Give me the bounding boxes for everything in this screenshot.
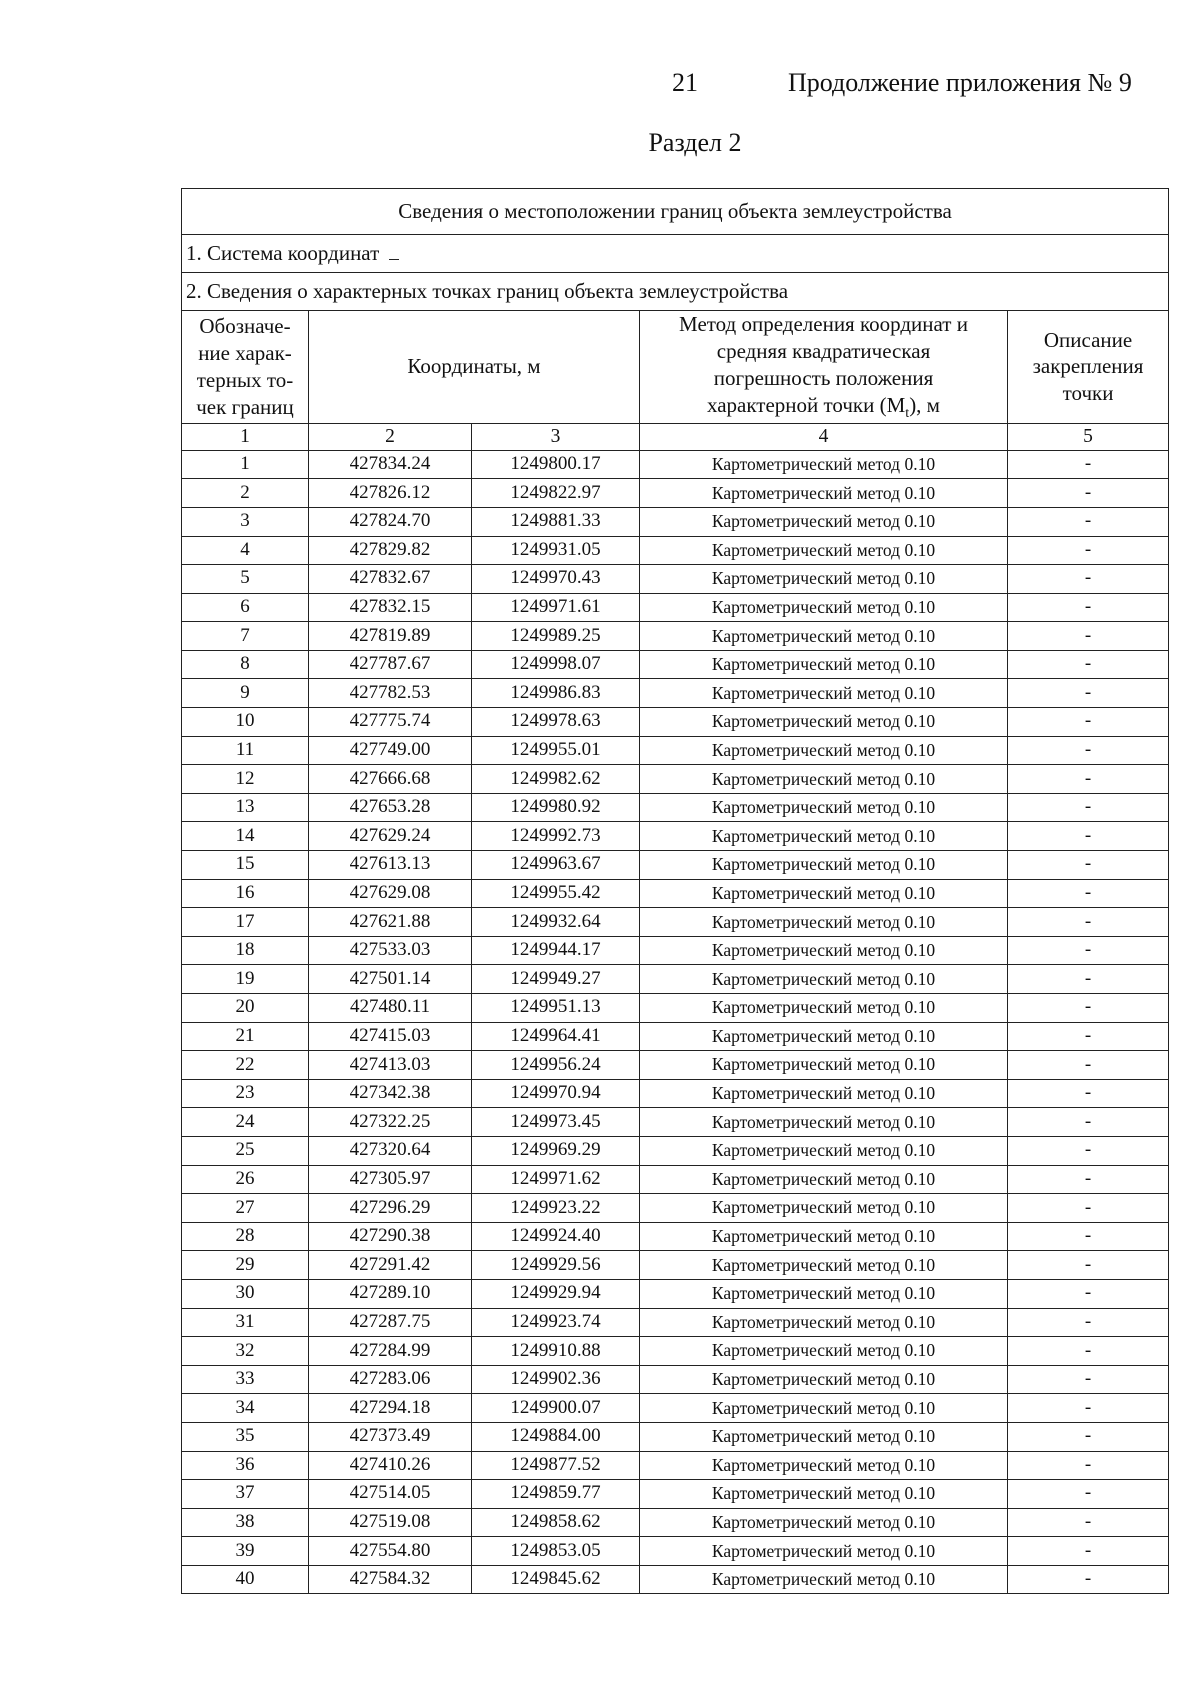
method-cell: Картометрический метод 0.10 — [640, 565, 1008, 594]
table-row — [182, 1451, 1169, 1480]
method-cell: Картометрический метод 0.10 — [640, 765, 1008, 794]
table-row — [182, 1079, 1169, 1108]
y-coord-cell: 1249963.67 — [472, 851, 640, 880]
description-cell: - — [1008, 679, 1169, 708]
x-coord-cell: 427621.88 — [309, 908, 472, 937]
point-id-cell: 12 — [182, 765, 309, 794]
table-row — [182, 851, 1169, 880]
y-coord-cell: 1249971.62 — [472, 1165, 640, 1194]
method-cell: Картометрический метод 0.10 — [640, 479, 1008, 508]
method-cell: Картометрический метод 0.10 — [640, 536, 1008, 565]
y-coord-cell: 1249881.33 — [472, 507, 640, 536]
point-id-cell: 25 — [182, 1136, 309, 1165]
point-id-cell: 2 — [182, 479, 309, 508]
method-cell: Картометрический метод 0.10 — [640, 650, 1008, 679]
point-id-cell: 22 — [182, 1051, 309, 1080]
x-coord-cell: 427554.80 — [309, 1537, 472, 1566]
x-coord-cell: 427322.25 — [309, 1108, 472, 1137]
description-cell: - — [1008, 1251, 1169, 1280]
description-cell: - — [1008, 851, 1169, 880]
method-cell: Картометрический метод 0.10 — [640, 1308, 1008, 1337]
coord-system-label: 1. Система координат — [186, 240, 380, 265]
table-row — [182, 1308, 1169, 1337]
point-id-cell: 14 — [182, 822, 309, 851]
method-cell: Картометрический метод 0.10 — [640, 1337, 1008, 1366]
description-cell: - — [1008, 1136, 1169, 1165]
table-row — [182, 994, 1169, 1023]
description-cell: - — [1008, 1165, 1169, 1194]
table-row — [182, 507, 1169, 536]
y-coord-cell: 1249931.05 — [472, 536, 640, 565]
description-cell: - — [1008, 1451, 1169, 1480]
y-coord-cell: 1249902.36 — [472, 1365, 640, 1394]
point-id-cell: 8 — [182, 650, 309, 679]
point-id-cell: 24 — [182, 1108, 309, 1137]
appendix-label: Продолжение приложения № 9 — [788, 68, 1132, 97]
method-cell: Картометрический метод 0.10 — [640, 593, 1008, 622]
point-id-cell: 19 — [182, 965, 309, 994]
col-header-method: Метод определения координат и средняя квадратическая погрешность положения характерной точки $(M_t)$, м — [640, 311, 1008, 424]
x-coord-cell: 427291.42 — [309, 1251, 472, 1280]
y-coord-cell: 1249998.07 — [472, 650, 640, 679]
description-cell: - — [1008, 565, 1169, 594]
description-cell: - — [1008, 822, 1169, 851]
col-number: 3 — [472, 423, 640, 450]
coord-system-row — [182, 235, 1169, 273]
description-cell: - — [1008, 994, 1169, 1023]
y-coord-cell: 1249923.74 — [472, 1308, 640, 1337]
table-row — [182, 450, 1169, 479]
description-cell: - — [1008, 1222, 1169, 1251]
point-id-cell: 13 — [182, 793, 309, 822]
x-coord-cell: 427413.03 — [309, 1051, 472, 1080]
method-cell: Картометрический метод 0.10 — [640, 1365, 1008, 1394]
point-id-cell: 9 — [182, 679, 309, 708]
table-row — [182, 565, 1169, 594]
method-cell: Картометрический метод 0.10 — [640, 1537, 1008, 1566]
table-row — [182, 1108, 1169, 1137]
point-id-cell: 40 — [182, 1565, 309, 1594]
y-coord-cell: 1249971.61 — [472, 593, 640, 622]
col-number: 5 — [1008, 423, 1169, 450]
x-coord-cell: 427289.10 — [309, 1279, 472, 1308]
table-title: Сведения о местоположении границ объекта землеустройства — [182, 189, 1169, 235]
point-id-cell: 10 — [182, 708, 309, 737]
y-coord-cell: 1249910.88 — [472, 1337, 640, 1366]
x-coord-cell: 427501.14 — [309, 965, 472, 994]
y-coord-cell: 1249924.40 — [472, 1222, 640, 1251]
description-cell: - — [1008, 1279, 1169, 1308]
table-row — [182, 679, 1169, 708]
table-row — [182, 1508, 1169, 1537]
point-id-cell: 23 — [182, 1079, 309, 1108]
point-id-cell: 30 — [182, 1279, 309, 1308]
point-id-cell: 3 — [182, 507, 309, 536]
col-number: 1 — [182, 423, 309, 450]
point-id-cell: 28 — [182, 1222, 309, 1251]
y-coord-cell: 1249929.94 — [472, 1279, 640, 1308]
description-cell: - — [1008, 793, 1169, 822]
table-row — [182, 765, 1169, 794]
y-coord-cell: 1249970.94 — [472, 1079, 640, 1108]
y-coord-cell: 1249980.92 — [472, 793, 640, 822]
description-cell: - — [1008, 479, 1169, 508]
description-cell: - — [1008, 1337, 1169, 1366]
x-coord-cell: 427666.68 — [309, 765, 472, 794]
boundary-table — [181, 188, 1168, 1594]
description-cell: - — [1008, 1394, 1169, 1423]
description-cell: - — [1008, 507, 1169, 536]
y-coord-cell: 1249951.13 — [472, 994, 640, 1023]
method-cell: Картометрический метод 0.10 — [640, 1051, 1008, 1080]
table-row — [182, 1136, 1169, 1165]
table-row — [182, 1022, 1169, 1051]
point-id-cell: 27 — [182, 1194, 309, 1223]
description-cell: - — [1008, 936, 1169, 965]
x-coord-cell: 427829.82 — [309, 536, 472, 565]
y-coord-cell: 1249978.63 — [472, 708, 640, 737]
description-cell: - — [1008, 908, 1169, 937]
x-coord-cell: 427824.70 — [309, 507, 472, 536]
point-id-cell: 5 — [182, 565, 309, 594]
method-cell: Картометрический метод 0.10 — [640, 936, 1008, 965]
description-cell: - — [1008, 1422, 1169, 1451]
points-caption: 2. Сведения о характерных точках границ объекта землеустройства — [182, 273, 1169, 311]
method-cell: Картометрический метод 0.10 — [640, 908, 1008, 937]
method-cell: Картометрический метод 0.10 — [640, 1194, 1008, 1223]
y-coord-cell: 1249877.52 — [472, 1451, 640, 1480]
point-id-cell: 39 — [182, 1537, 309, 1566]
table-row — [182, 593, 1169, 622]
table-row — [182, 1537, 1169, 1566]
x-coord-cell: 427296.29 — [309, 1194, 472, 1223]
point-id-cell: 20 — [182, 994, 309, 1023]
x-coord-cell: 427305.97 — [309, 1165, 472, 1194]
y-coord-cell: 1249964.41 — [472, 1022, 640, 1051]
method-cell: Картометрический метод 0.10 — [640, 1565, 1008, 1594]
point-id-cell: 4 — [182, 536, 309, 565]
method-cell: Картометрический метод 0.10 — [640, 1422, 1008, 1451]
point-id-cell: 7 — [182, 622, 309, 651]
x-coord-cell: 427832.15 — [309, 593, 472, 622]
point-id-cell: 17 — [182, 908, 309, 937]
x-coord-cell: 427533.03 — [309, 936, 472, 965]
point-id-cell: 6 — [182, 593, 309, 622]
method-cell: Картометрический метод 0.10 — [640, 1022, 1008, 1051]
table-row — [182, 1422, 1169, 1451]
point-id-cell: 35 — [182, 1422, 309, 1451]
description-cell: - — [1008, 965, 1169, 994]
description-cell: - — [1008, 1194, 1169, 1223]
table-row — [182, 1279, 1169, 1308]
y-coord-cell: 1249845.62 — [472, 1565, 640, 1594]
table-row — [182, 1222, 1169, 1251]
table-row — [182, 822, 1169, 851]
method-cell: Картометрический метод 0.10 — [640, 1079, 1008, 1108]
description-cell: - — [1008, 1108, 1169, 1137]
description-cell: - — [1008, 879, 1169, 908]
x-coord-cell: 427373.49 — [309, 1422, 472, 1451]
method-cell: Картометрический метод 0.10 — [640, 1279, 1008, 1308]
table-row — [182, 1251, 1169, 1280]
description-cell: - — [1008, 1565, 1169, 1594]
x-coord-cell: 427782.53 — [309, 679, 472, 708]
description-cell: - — [1008, 450, 1169, 479]
y-coord-cell: 1249929.56 — [472, 1251, 640, 1280]
table-row — [182, 1480, 1169, 1509]
col-header-coords: Координаты, м — [309, 311, 640, 424]
y-coord-cell: 1249923.22 — [472, 1194, 640, 1223]
description-cell: - — [1008, 736, 1169, 765]
x-coord-cell: 427749.00 — [309, 736, 472, 765]
table-row — [182, 879, 1169, 908]
description-cell: - — [1008, 708, 1169, 737]
point-id-cell: 18 — [182, 936, 309, 965]
table-row — [182, 793, 1169, 822]
x-coord-cell: 427290.38 — [309, 1222, 472, 1251]
method-cell: Картометрический метод 0.10 — [640, 1251, 1008, 1280]
x-coord-cell: 427320.64 — [309, 1136, 472, 1165]
method-cell: Картометрический метод 0.10 — [640, 879, 1008, 908]
description-cell: - — [1008, 1079, 1169, 1108]
y-coord-cell: 1249932.64 — [472, 908, 640, 937]
section-title: Раздел 2 — [648, 128, 742, 157]
x-coord-cell: 427415.03 — [309, 1022, 472, 1051]
x-coord-cell: 427629.08 — [309, 879, 472, 908]
x-coord-cell: 427287.75 — [309, 1308, 472, 1337]
point-id-cell: 26 — [182, 1165, 309, 1194]
table-row — [182, 1051, 1169, 1080]
x-coord-cell: 427294.18 — [309, 1394, 472, 1423]
method-cell: Картометрический метод 0.10 — [640, 736, 1008, 765]
x-coord-cell: 427410.26 — [309, 1451, 472, 1480]
y-coord-cell: 1249955.01 — [472, 736, 640, 765]
col-header-designation: Обозначе- ние харак- терных то- чек границ — [182, 311, 309, 424]
point-id-cell: 1 — [182, 450, 309, 479]
y-coord-cell: 1249986.83 — [472, 679, 640, 708]
y-coord-cell: 1249884.00 — [472, 1422, 640, 1451]
description-cell: - — [1008, 593, 1169, 622]
col-number: 2 — [309, 423, 472, 450]
table-row — [182, 650, 1169, 679]
method-cell: Картометрический метод 0.10 — [640, 851, 1008, 880]
table-row — [182, 908, 1169, 937]
description-cell: - — [1008, 1051, 1169, 1080]
coord-system-blank — [389, 245, 399, 260]
table-row — [182, 1565, 1169, 1594]
table-row — [182, 479, 1169, 508]
description-cell: - — [1008, 622, 1169, 651]
y-coord-cell: 1249949.27 — [472, 965, 640, 994]
x-coord-cell: 427613.13 — [309, 851, 472, 880]
method-cell: Картометрический метод 0.10 — [640, 450, 1008, 479]
x-coord-cell: 427834.24 — [309, 450, 472, 479]
x-coord-cell: 427826.12 — [309, 479, 472, 508]
x-coord-cell: 427284.99 — [309, 1337, 472, 1366]
method-cell: Картометрический метод 0.10 — [640, 822, 1008, 851]
y-coord-cell: 1249973.45 — [472, 1108, 640, 1137]
x-coord-cell: 427514.05 — [309, 1480, 472, 1509]
method-cell: Картометрический метод 0.10 — [640, 1480, 1008, 1509]
method-cell: Картометрический метод 0.10 — [640, 507, 1008, 536]
description-cell: - — [1008, 1022, 1169, 1051]
x-coord-cell: 427832.67 — [309, 565, 472, 594]
point-id-cell: 21 — [182, 1022, 309, 1051]
y-coord-cell: 1249944.17 — [472, 936, 640, 965]
table-row — [182, 1165, 1169, 1194]
point-id-cell: 38 — [182, 1508, 309, 1537]
col-header-description: Описание закрепления точки — [1008, 311, 1169, 424]
x-coord-cell: 427653.28 — [309, 793, 472, 822]
table-row — [182, 1194, 1169, 1223]
x-coord-cell: 427629.24 — [309, 822, 472, 851]
method-cell: Картометрический метод 0.10 — [640, 622, 1008, 651]
x-coord-cell: 427283.06 — [309, 1365, 472, 1394]
table-row — [182, 1337, 1169, 1366]
method-cell: Картометрический метод 0.10 — [640, 1394, 1008, 1423]
description-cell: - — [1008, 1537, 1169, 1566]
col-number: 4 — [640, 423, 1008, 450]
point-id-cell: 16 — [182, 879, 309, 908]
y-coord-cell: 1249955.42 — [472, 879, 640, 908]
y-coord-cell: 1249969.29 — [472, 1136, 640, 1165]
y-coord-cell: 1249970.43 — [472, 565, 640, 594]
y-coord-cell: 1249992.73 — [472, 822, 640, 851]
point-id-cell: 36 — [182, 1451, 309, 1480]
x-coord-cell: 427480.11 — [309, 994, 472, 1023]
point-id-cell: 37 — [182, 1480, 309, 1509]
y-coord-cell: 1249900.07 — [472, 1394, 640, 1423]
method-cell: Картометрический метод 0.10 — [640, 793, 1008, 822]
y-coord-cell: 1249859.77 — [472, 1480, 640, 1509]
y-coord-cell: 1249853.05 — [472, 1537, 640, 1566]
point-id-cell: 33 — [182, 1365, 309, 1394]
x-coord-cell: 427342.38 — [309, 1079, 472, 1108]
method-cell: Картометрический метод 0.10 — [640, 1136, 1008, 1165]
description-cell: - — [1008, 650, 1169, 679]
description-cell: - — [1008, 765, 1169, 794]
table-row — [182, 1394, 1169, 1423]
method-cell: Картометрический метод 0.10 — [640, 1451, 1008, 1480]
x-coord-cell: 427775.74 — [309, 708, 472, 737]
point-id-cell: 29 — [182, 1251, 309, 1280]
method-cell: Картометрический метод 0.10 — [640, 1165, 1008, 1194]
method-cell: Картометрический метод 0.10 — [640, 994, 1008, 1023]
description-cell: - — [1008, 1508, 1169, 1537]
y-coord-cell: 1249956.24 — [472, 1051, 640, 1080]
method-cell: Картометрический метод 0.10 — [640, 1508, 1008, 1537]
method-cell: Картометрический метод 0.10 — [640, 1108, 1008, 1137]
y-coord-cell: 1249822.97 — [472, 479, 640, 508]
method-cell: Картометрический метод 0.10 — [640, 1222, 1008, 1251]
point-id-cell: 32 — [182, 1337, 309, 1366]
point-id-cell: 34 — [182, 1394, 309, 1423]
description-cell: - — [1008, 1365, 1169, 1394]
x-coord-cell: 427584.32 — [309, 1565, 472, 1594]
description-cell: - — [1008, 1308, 1169, 1337]
point-id-cell: 11 — [182, 736, 309, 765]
description-cell: - — [1008, 1480, 1169, 1509]
y-coord-cell: 1249982.62 — [472, 765, 640, 794]
y-coord-cell: 1249858.62 — [472, 1508, 640, 1537]
table-row — [182, 936, 1169, 965]
method-cell: Картометрический метод 0.10 — [640, 679, 1008, 708]
table-row — [182, 965, 1169, 994]
x-coord-cell: 427787.67 — [309, 650, 472, 679]
page-number: 21 — [672, 68, 698, 97]
y-coord-cell: 1249800.17 — [472, 450, 640, 479]
y-coord-cell: 1249989.25 — [472, 622, 640, 651]
table-row — [182, 736, 1169, 765]
table-row — [182, 708, 1169, 737]
table-row — [182, 536, 1169, 565]
point-id-cell: 15 — [182, 851, 309, 880]
point-id-cell: 31 — [182, 1308, 309, 1337]
x-coord-cell: 427519.08 — [309, 1508, 472, 1537]
x-coord-cell: 427819.89 — [309, 622, 472, 651]
description-cell: - — [1008, 536, 1169, 565]
method-cell: Картометрический метод 0.10 — [640, 708, 1008, 737]
table-row — [182, 1365, 1169, 1394]
method-cell: Картометрический метод 0.10 — [640, 965, 1008, 994]
table-row — [182, 622, 1169, 651]
